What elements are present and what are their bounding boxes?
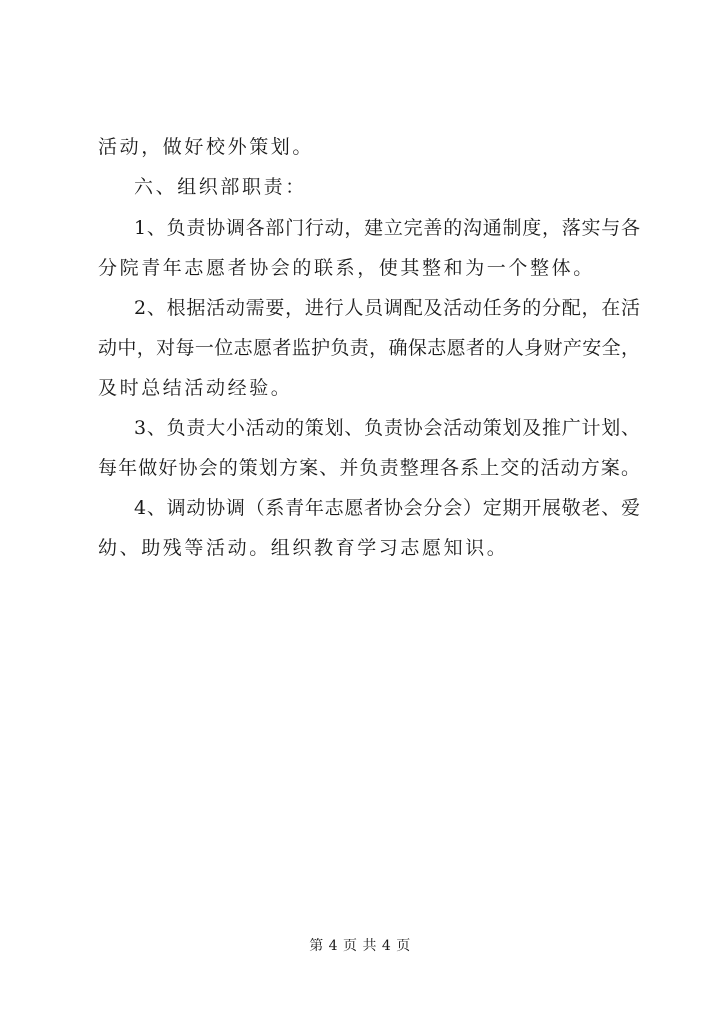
paragraph-line: 2、根据活动需要，进行人员调配及活动任务的分配，在活 (134, 297, 640, 319)
paragraph-line: 1、负责协调各部门行动，建立完善的沟通制度，落实与各 (134, 217, 640, 239)
paragraph-line: 每年做好协会的策划方案、并负责整理各系上交的活动方案。 (98, 457, 640, 479)
paragraph-line: 3、负责大小活动的策划、负责协会活动策划及推广计划、 (134, 417, 640, 439)
section-heading: 六、组织部职责： (134, 176, 307, 198)
paragraph-line: 及时总结活动经验。 (98, 377, 293, 399)
paragraph-line: 分院青年志愿者协会的联系，使其整和为一个整体。 (98, 257, 595, 279)
paragraph-line: 4、调动协调（系青年志愿者协会分会）定期开展敬老、爱 (134, 497, 640, 519)
paragraph-line: 幼、助残等活动。组织教育学习志愿知识。 (98, 537, 509, 559)
page-number-footer: 第 4 页 共 4 页 (309, 938, 411, 954)
paragraph-line: 活动，做好校外策划。 (98, 136, 315, 158)
paragraph-line: 动中，对每一位志愿者监护负责，确保志愿者的人身财产安全， (98, 337, 640, 359)
